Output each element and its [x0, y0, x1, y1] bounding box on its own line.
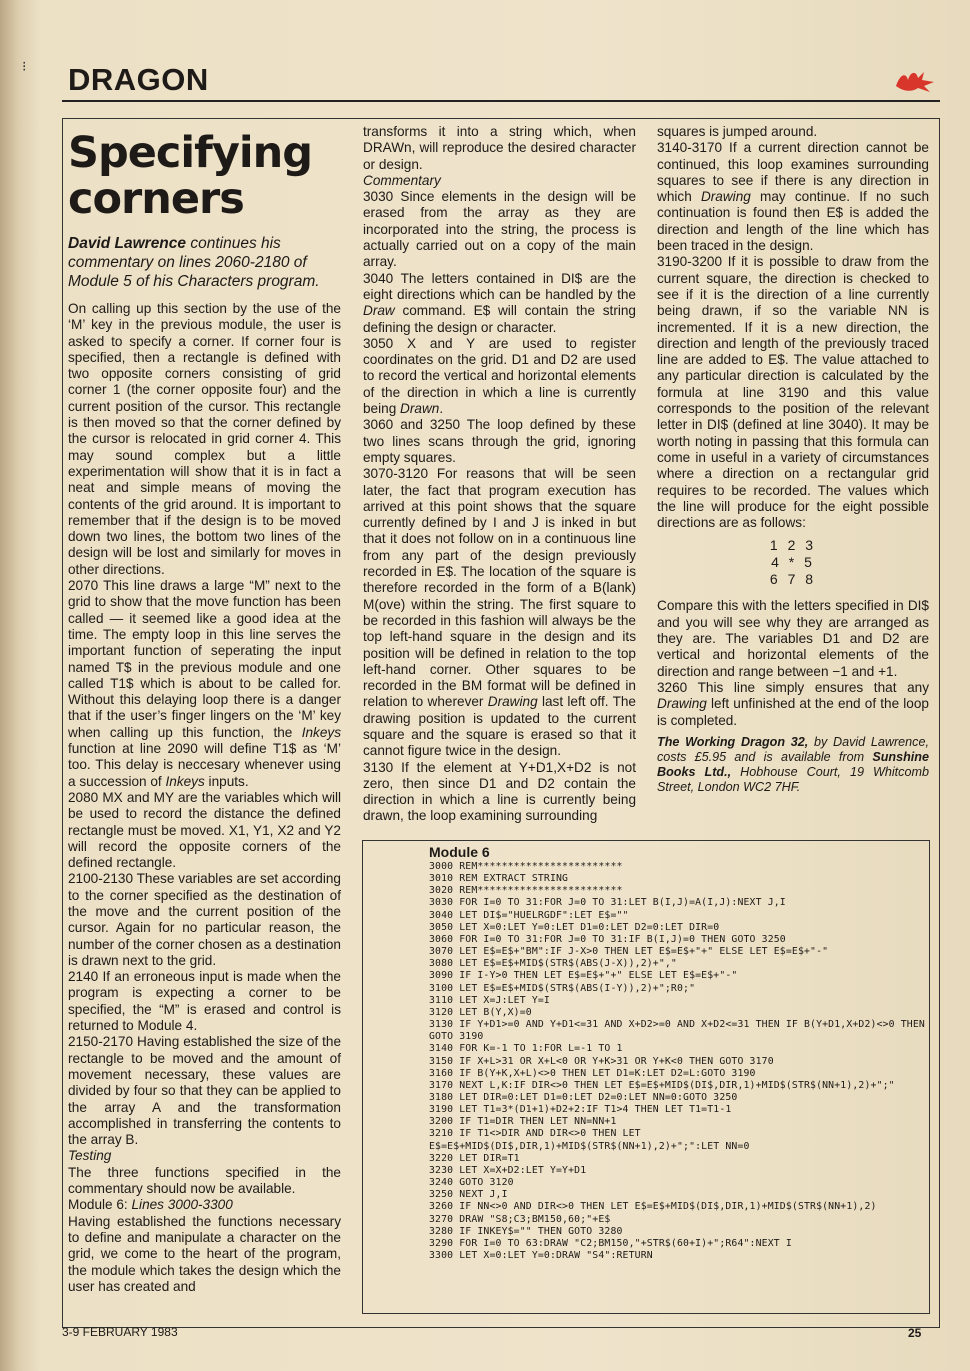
section-header: [62, 60, 940, 102]
code-listing-title: Module 6: [429, 844, 490, 860]
paragraph: 3060 and 3250 The loop defined by these two lines scans through the grid, ignoring empty squares.: [363, 417, 636, 465]
binding-mark: ⁝: [22, 58, 27, 74]
direction-row: 1 2 3: [769, 537, 817, 554]
paragraph: 2080 MX and MY are the variables which will be used to record the distance the defined rectangle must be moved. X1, Y1, X2 and Y2 will record the opposite corners of the defined rectangle.: [68, 789, 341, 871]
direction-row: 4 * 5: [771, 554, 815, 571]
paragraph: squares is jumped around.: [657, 124, 818, 139]
subheading-testing: Testing: [68, 1148, 112, 1164]
article-column-1: [68, 122, 341, 1295]
paragraph: On calling up this section by the use of the ‘M’ key in the previous module, the user is asked to specify a corner. If corner four is specified, then a rectangle is defined with two opposite corners consisting of grid corner 1 (the corner opposite four) and the current position of the cursor. This rectangle is then moved so that the corner defined by the cursor is relocated in grid corner 4. This may sound complex but a little experimentation will show that it is in fact a neat and simple means of moving the contents of the grid around. It is important to remember that if the design is to be moved down two lines, the bottom two lines of the design will be lost and similarly for moves in other directions.: [68, 301, 341, 577]
paragraph: 2140 If an erroneous input is made when the program is expecting a corner to be specified, the “M” is erased and control is returned to Module 4.: [68, 969, 341, 1034]
paragraph: 3130 If the element at Y+D1,X+D2 is not zero, then since D1 and D2 contain the direction in which a line is currently being drawn, the loop examining surrounding: [363, 759, 636, 824]
section-title: DRAGON: [68, 62, 209, 97]
paragraph: 3190-3200 If it is possible to draw from the current square, the direction is checked to see if it is the direction of a line currently being drawn, if so the variable NN is incremented. If it is a new direction, the direction and length of the previously traced line are added to E$. The value attached to any particular direction is calculated by the formula at line 3190 and this value corresponds to the position of the relevant letter in DI$ (defined at line 3040). It may be worth noting in passing that this formula can come in useful in a variety of circumstances where a direction on a rectangular grid requires to be recorded. The values which the line will produce for the eight possible directions are as follows:: [657, 254, 929, 531]
paragraph: transforms it into a string which, when DRAWn, will reproduce the desired character or design.: [363, 124, 636, 172]
issue-date: 3-9 FEBRUARY 1983: [62, 1325, 178, 1339]
article-column-2: [363, 124, 636, 825]
article-byline: [68, 234, 341, 291]
paragraph: 3050 X and Y are used to register coordinates on the grid. D1 and D2 are used to record the vertical and horizontal elements of the direction in which a line is currently being Drawn.: [363, 335, 636, 417]
subheading-commentary: Commentary: [363, 172, 441, 188]
code-listing: 3000 REM************************ 3010 REM EXTRACT STRING 3020 REM************************ 3030 FOR I=0 TO 31:FOR J=0 TO 31:LET B(I,J)=A(I,J):NEXT J,I 3040 LET DI$="HUELRGDF":LET E$="" 3050 LET X=0:LET Y=0:LET D1=0:LET D2=0:LET DIR=0 3060 FOR I=0 TO 31:FOR J=0 TO 31:IF B(I,J)=0 THEN GOTO 3250 3070 LET E$=E$+"BM":IF J-X>0 THEN LET E$=E$+"+" ELSE LET E$=E$+"-" 3080 LET E$=E$+MID$(STR$(ABS(J-X)),2)+"," 3090 IF I-Y>0 THEN LET E$=E$+"+" ELSE LET E$=E$+"-" 3100 LET E$=E$+MID$(STR$(ABS(I-Y)),2)+";R0;" 3110 LET X=J:LET Y=I 3120 LET B(Y,X)=0 3130 IF Y+D1>=0 AND Y+D1<=31 AND X+D2>=0 AND X+D2<=31 THEN IF B(Y+D1,X+D2)<>0 THEN GOTO 3190 3140 FOR K=-1 TO 1:FOR L=-1 TO 1 3150 IF X+L>31 OR X+L<0 OR Y+K>31 OR Y+K<0 THEN GOTO 3170 3160 IF B(Y+K,X+L)<>0 THEN LET D1=K:LET D2=L:GOTO 3190 3170 NEXT L,K:IF DIR<>0 THEN LET E$=E$+MID$(DI$,DIR,1)+MID$(STR$(NN+1),2)+";" 3180 LET DIR=0:LET D1=0:LET D2=0:LET NN=0:GOTO 3250 3190 LET T1=3*(D1+1)+D2+2:IF T1>4 THEN LET T1=T1-1 3200 IF T1=DIR THEN LET NN=NN+1 3210 IF T1<>DIR AND DIR<>0 THEN LET E$=E$+MID$(DI$,DIR,1)+MID$(STR$(NN+1),2)+";":LET NN=0 3220 LET DIR=T1 3230 LET X=X+D2:LET Y=Y+D1 3240 GOTO 3120 3250 NEXT J,I 3260 IF NN<>0 AND DIR<>0 THEN LET E$=E$+MID$(DI$,DIR,1)+MID$(STR$(NN+1),2) 3270 DRAW "S8;C3;BM150,60;"+E$ 3280 IF INKEY$="" THEN GOTO 3280 3290 FOR I=0 TO 63:DRAW "C2;BM150,"+STR$(60+I)+";R64":NEXT I 3300 LET X=0:LET Y=0:DRAW "S4":RETURN: [429, 861, 925, 1261]
paragraph: 3030 Since elements in the design will be erased from the array as they are incorporated into the string, the process is actually carried out on a copy of the main array.: [363, 189, 636, 270]
article-headline: Specifying corners: [68, 128, 313, 224]
direction-grid: [657, 537, 929, 588]
article-column-3: [657, 124, 929, 795]
paragraph: 2150-2170 Having established the size of the rectangle to be moved and the amount of movement necessary, these values are divided by four so that they can be applied to the array A and the transformation accomplished in transferring the contents to the array B.: [68, 1034, 341, 1148]
byline-text: continues his commentary on lines 2060-2180 of Module 5 of his Characters program.: [68, 235, 320, 290]
paragraph: Having established the functions necessary to define and manipulate a character on the grid, we come to the heart of the program, the module which takes the design which the user has created and: [68, 1213, 341, 1294]
paragraph: Compare this with the letters specified in DI$ and you will see why they are arranged as they are. The variables D1 and D2 are vertical and horizontal elements of the direction and range between −1 and +1.: [657, 598, 929, 679]
paragraph: 3040 The letters contained in DI$ are the eight directions which can be handled by the Draw command. E$ will contain the string defining the design or character.: [363, 270, 636, 335]
subheading-module: Module 6: Lines 3000-3300: [68, 1197, 233, 1213]
direction-row: 6 7 8: [769, 571, 817, 588]
paragraph: 3140-3170 If a current direction cannot be continued, this loop examines surrounding squares to see if there is any direction in which Drawing may continue. If no such continuation is found then E$ is added the direction and length of the line which has been traced in the design.: [657, 140, 930, 254]
paragraph: 2070 This line draws a large “M” next to the grid to show that the move function has been called — it seemed like a good idea at the time. The empty loop in this line serves the important function of seperating the input named T$ in the previous module and one called T1$ which is about to be called for. Without this delaying loop there is a danger that if the user’s finger lingers on the ‘M’ key when calling up this function, the Inkeys function at line 2090 will define T1$ as ‘M’ too. This delay is neccesary whenever using a succession of Inkeys inputs.: [68, 578, 341, 789]
code-listing-box: [362, 840, 930, 1314]
book-footnote: The Working Dragon 32, by David Lawrence, costs £5.95 and is available from Sunshine Books Ltd., Hobhouse Court, 19 Whitcomb Street, London WC2 7HF.: [657, 734, 929, 794]
paragraph: 3070-3120 For reasons that will be seen later, the fact that program execution has arrived at this point shows that the square currently defined by I and J is inked in but that it does not follow on in a continuous line from any part of the design previously recorded in E$. The location of the square is therefore recorded in the form of a B(lank) M(ove) within the string. The first square to be recorded in this fashion will always be the top left-hand square in the design and its position will be defined in relation to the top left-hand corner. Other squares to be recorded in the BM format will be defined in relation to wherever Drawing last left off. The drawing position is updated to the current square and the square is erased so that it cannot figure twice in the design.: [363, 466, 636, 759]
page-number: 25: [908, 1326, 922, 1340]
paragraph: The three functions specified in the commentary should now be available.: [68, 1164, 341, 1197]
paragraph: 3260 This line simply ensures that any Drawing left unfinished at the end of the loop is completed.: [657, 679, 929, 728]
dragon-logo-icon: [894, 66, 936, 94]
byline-author: David Lawrence: [68, 235, 187, 252]
paragraph: 2100-2130 These variables are set according to the corner specified as the destination of the move and the current position of the cursor. Again for no particular reason, the number of the corner chosen as a destination is drawn next to the grid.: [68, 871, 341, 968]
